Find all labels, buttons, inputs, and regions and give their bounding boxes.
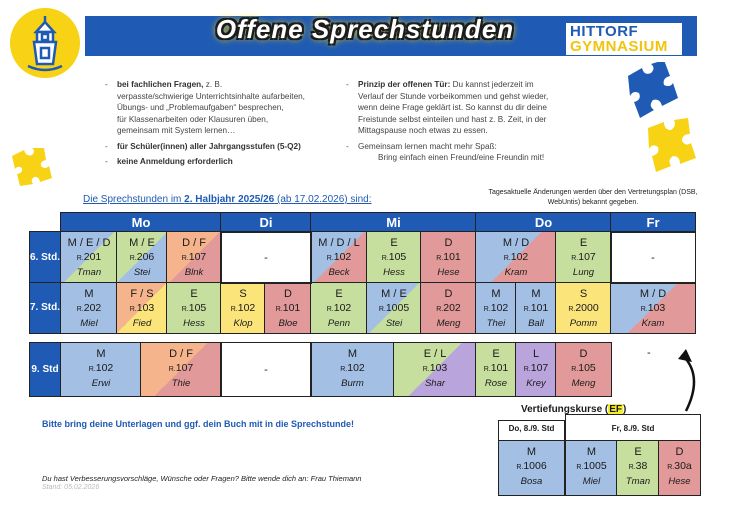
cell-room: R.103 bbox=[129, 302, 155, 314]
cell-subject: E bbox=[390, 237, 398, 249]
schedule-cell bbox=[556, 283, 611, 333]
cell-teacher: Burm bbox=[341, 378, 364, 389]
intro-line: Mittagspause noch etwas zu essen. bbox=[358, 126, 488, 135]
schedule-cell bbox=[311, 343, 394, 396]
cell-room: R.1005 bbox=[576, 460, 607, 472]
cell-teacher: Krey bbox=[526, 378, 546, 389]
caption-pre: Die Sprechstunden im bbox=[83, 194, 185, 205]
schedule-cell bbox=[117, 283, 167, 333]
intro-line: wenn deine Frage geklärt ist. So kannst du dir deine bbox=[358, 103, 547, 112]
cell-room: R.107 bbox=[571, 251, 596, 263]
cell-room: R.105 bbox=[381, 251, 407, 263]
cell-subject: D bbox=[284, 288, 292, 300]
cell-room: R.38 bbox=[628, 460, 648, 472]
cell-teacher: Fied bbox=[132, 318, 152, 329]
schedule-cell bbox=[141, 343, 221, 396]
cell-teacher: Miel bbox=[582, 476, 601, 487]
intro-left bbox=[105, 79, 327, 168]
cell-teacher: Bosa bbox=[520, 476, 543, 487]
schedule-cell bbox=[476, 283, 516, 333]
cell-subject: F / S bbox=[130, 288, 154, 300]
cell-subject: E bbox=[579, 237, 588, 249]
cell-subject: M / E bbox=[381, 288, 407, 300]
row-header-9: 9. Std bbox=[30, 343, 60, 396]
cell-teacher: Tman bbox=[76, 267, 102, 278]
cell-teacher: Stei bbox=[133, 267, 151, 278]
cell-subject: S bbox=[239, 288, 247, 300]
cell-subject: M / E / D bbox=[67, 237, 111, 249]
cell-teacher: Thei bbox=[486, 318, 506, 329]
cell-subject: M bbox=[84, 288, 94, 300]
stand-date: Stand: 05.02.2026 bbox=[42, 484, 100, 491]
schedule-caption bbox=[83, 194, 372, 205]
empty-slot: - bbox=[611, 232, 695, 283]
row-header-6: 6. Std. bbox=[30, 232, 60, 283]
cell-teacher: Kram bbox=[641, 318, 665, 329]
schedule-cell bbox=[394, 343, 476, 396]
puzzle-piece-blue-icon bbox=[618, 62, 678, 124]
schedule-cell bbox=[61, 232, 117, 283]
cell-teacher: Pomm bbox=[569, 318, 598, 329]
intro-bold: keine Anmeldung erforderlich bbox=[117, 157, 233, 166]
change-note: Tagesaktuelle Änderungen werden über den Vertretungsplan (DSB, WebUntis) bekannt gegeben. bbox=[488, 189, 698, 206]
cell-teacher: Bloe bbox=[278, 318, 298, 329]
cell-room: R.102 bbox=[230, 302, 256, 314]
cell-room: R.101 bbox=[483, 362, 509, 374]
cell-room: R.105 bbox=[181, 302, 207, 314]
cell-teacher: Kram bbox=[504, 267, 528, 278]
cell-room: R.1006 bbox=[516, 460, 547, 472]
schedule-cell bbox=[556, 343, 611, 396]
cell-subject: D bbox=[579, 348, 588, 360]
cell-room: R.107 bbox=[523, 362, 549, 374]
intro-item: - bei fachlichen Fragen, z. B. bbox=[105, 80, 223, 89]
contact-info: Du hast Verbesserungsvorschläge, Wünsche oder Fragen? Bitte wende dich an: Frau Thiemann bbox=[42, 474, 362, 483]
cell-teacher: Penn bbox=[327, 318, 351, 329]
cell-room: R.102 bbox=[326, 302, 352, 314]
cell-room: R.102 bbox=[503, 251, 529, 263]
schedule-cell bbox=[117, 232, 167, 283]
intro-item: - Prinzip der offenen Tür: Du kannst jederzeit im bbox=[346, 80, 534, 89]
cell-room: R.107 bbox=[168, 362, 194, 374]
cell-teacher: Shar bbox=[424, 378, 446, 389]
schedule-cell bbox=[516, 283, 556, 333]
intro-text: Gemeinsam lernen macht mehr Spaß: bbox=[358, 141, 497, 151]
cell-teacher: Blnk bbox=[184, 267, 204, 278]
intro-right bbox=[346, 79, 593, 164]
cell-room: R.102 bbox=[88, 362, 114, 374]
schedule-cell bbox=[421, 232, 476, 283]
intro-line: Freistunde selbst einteilen und hast z. B. Zeit, in der bbox=[358, 114, 547, 124]
schedule-cell bbox=[167, 232, 221, 283]
intro-bold: für Schüler(innen) aller Jahrgangsstufen (5-Q2) bbox=[117, 141, 301, 151]
intro-text: z. B. bbox=[203, 80, 223, 89]
schedule-cell bbox=[421, 283, 476, 333]
empty-slot: - bbox=[221, 232, 311, 283]
schedule-cell bbox=[476, 343, 516, 396]
schedule-cell bbox=[476, 232, 556, 283]
intro-item: - für Schüler(innen) aller Jahrgangsstufen (5-Q2) bbox=[105, 141, 301, 151]
school-name-line1: HITTORF bbox=[570, 23, 639, 40]
cell-teacher: Thie bbox=[171, 378, 191, 389]
cell-subject: D / F bbox=[182, 237, 206, 249]
intro-line: gemeinsam mit System lernen… bbox=[117, 126, 236, 135]
arrow-icon bbox=[640, 345, 700, 415]
cell-subject: M / D bbox=[502, 237, 530, 249]
empty-slot: - bbox=[221, 343, 311, 396]
day-header-di: Di bbox=[221, 213, 311, 232]
day-header-do: Do bbox=[476, 213, 611, 232]
cell-subject: E / L bbox=[423, 348, 447, 360]
cell-subject: E bbox=[634, 446, 642, 458]
cell-subject: M bbox=[96, 348, 106, 360]
cell-room: R.103 bbox=[422, 362, 448, 374]
cell-subject: L bbox=[532, 348, 540, 360]
ef-cell bbox=[566, 441, 617, 495]
vertiefung-title-text: Vertiefungskurse ( bbox=[521, 404, 609, 415]
cell-room: R.2000 bbox=[568, 302, 599, 314]
cell-teacher: Miel bbox=[80, 318, 98, 329]
ef-badge: EF bbox=[609, 404, 623, 415]
intro-bold: Prinzip der offenen Tür: bbox=[358, 80, 451, 89]
ef-cell bbox=[499, 441, 564, 495]
cell-subject: D bbox=[444, 288, 453, 300]
schedule-cell bbox=[221, 283, 265, 333]
cell-room: R.102 bbox=[326, 251, 352, 263]
intro-line: verpasste/schwierige Unterrichtsinhalte aufarbeiten, bbox=[117, 91, 305, 101]
schedule-cell bbox=[311, 283, 367, 333]
cell-room: R.101 bbox=[436, 251, 461, 263]
schedule-cell bbox=[367, 232, 421, 283]
intro-line: Verlauf der Stunde vorbeikommen und gehst wieder, bbox=[358, 91, 549, 101]
page-title: Offene Sprechstunden bbox=[215, 14, 515, 44]
cell-subject: D bbox=[444, 237, 453, 249]
cell-room: R.102 bbox=[340, 362, 365, 374]
cell-room: R.201 bbox=[76, 251, 102, 263]
cell-subject: E bbox=[335, 288, 343, 300]
cell-teacher: Tman bbox=[625, 476, 651, 487]
cell-subject: M / D / L bbox=[318, 237, 360, 249]
intro-line: Übungs- und „Problemaufgaben“ besprechen, bbox=[117, 103, 284, 112]
cell-subject: M bbox=[526, 446, 537, 458]
cell-room: R.107 bbox=[181, 251, 207, 263]
cell-teacher: Meng bbox=[571, 378, 596, 389]
vertiefung-title-close: ) bbox=[623, 404, 627, 415]
schedule-cell bbox=[61, 283, 117, 333]
intro-item: - keine Anmeldung erforderlich bbox=[105, 157, 233, 166]
cell-teacher: Ball bbox=[528, 318, 544, 329]
school-name bbox=[566, 23, 682, 55]
row-header-7: 7. Std. bbox=[30, 283, 60, 333]
cell-teacher: Hese bbox=[668, 476, 691, 487]
cell-teacher: Hese bbox=[437, 267, 460, 278]
cell-teacher: Rose bbox=[484, 378, 508, 389]
day-header-fr: Fr bbox=[611, 213, 695, 232]
cell-room: R.101 bbox=[523, 302, 549, 314]
cell-subject: M bbox=[491, 288, 501, 300]
cell-room: R.103 bbox=[640, 302, 666, 314]
schedule-cell bbox=[367, 283, 421, 333]
schedule-cell bbox=[61, 343, 141, 396]
cell-room: R.1005 bbox=[378, 302, 410, 314]
cell-teacher: Beck bbox=[328, 267, 350, 278]
schedule-cell bbox=[611, 283, 695, 333]
cell-subject: D / F bbox=[169, 348, 193, 360]
ef-cell bbox=[659, 441, 700, 495]
cell-teacher: Meng bbox=[436, 318, 461, 329]
intro-line: für Klassenarbeiten oder Klausuren üben, bbox=[117, 114, 269, 124]
cell-teacher: Erwi bbox=[91, 378, 111, 389]
cell-subject: M bbox=[586, 446, 597, 458]
schedule-cell bbox=[167, 283, 221, 333]
cell-subject: M bbox=[531, 288, 541, 300]
day-header-mo: Mo bbox=[61, 213, 221, 232]
cell-subject: D bbox=[675, 446, 684, 458]
ef-fr-header: Fr, 8./9. Std bbox=[611, 424, 655, 433]
intro-item: - Gemeinsam lernen macht mehr Spaß: bbox=[346, 141, 497, 151]
bring-materials-hint: Bitte bring deine Unterlagen und ggf. dein Buch mit in die Sprechstunde! bbox=[42, 419, 355, 429]
cell-room: R.202 bbox=[76, 302, 102, 314]
puzzle-piece-yellow-small-icon bbox=[8, 148, 54, 186]
schedule-cell bbox=[311, 232, 367, 283]
cell-subject: M / E bbox=[129, 237, 155, 249]
cell-teacher: Lung bbox=[572, 267, 595, 278]
cell-subject: M bbox=[347, 348, 358, 360]
puzzle-piece-yellow-icon bbox=[640, 118, 700, 174]
cell-subject: M / D bbox=[639, 288, 667, 300]
cell-teacher: Hess bbox=[183, 318, 205, 329]
cell-teacher: Klop bbox=[233, 318, 253, 329]
school-name-line2: GYMNASIUM bbox=[570, 38, 668, 55]
cell-room: R.101 bbox=[275, 302, 301, 314]
caption-post: (ab 17.02.2026) sind: bbox=[274, 194, 372, 205]
cell-room: R.105 bbox=[571, 362, 596, 374]
intro-line: Bring einfach einen Freund/eine Freundin mit! bbox=[378, 153, 545, 162]
cell-subject: E bbox=[190, 288, 198, 300]
intro-text: Du kannst jederzeit im bbox=[450, 80, 534, 89]
schedule-cell bbox=[556, 232, 611, 283]
cell-room: R.102 bbox=[483, 302, 509, 314]
cell-room: R.206 bbox=[129, 251, 155, 263]
schedule-cell bbox=[516, 343, 556, 396]
empty-slot-dash: - bbox=[647, 347, 651, 359]
day-header-mi: Mi bbox=[311, 213, 476, 232]
cell-teacher: Hess bbox=[383, 267, 405, 278]
ef-do-header: Do, 8./9. Std bbox=[508, 424, 555, 433]
cell-room: R.202 bbox=[436, 302, 461, 314]
cell-subject: S bbox=[579, 288, 588, 300]
cell-room: R.30a bbox=[667, 460, 692, 472]
caption-term: 2. Halbjahr 2025/26 bbox=[184, 194, 275, 205]
cell-subject: E bbox=[492, 348, 500, 360]
schedule-cell bbox=[265, 283, 311, 333]
intro-bold: bei fachlichen Fragen, bbox=[117, 80, 204, 89]
ef-cell bbox=[617, 441, 659, 495]
cell-teacher: Stei bbox=[385, 318, 403, 329]
